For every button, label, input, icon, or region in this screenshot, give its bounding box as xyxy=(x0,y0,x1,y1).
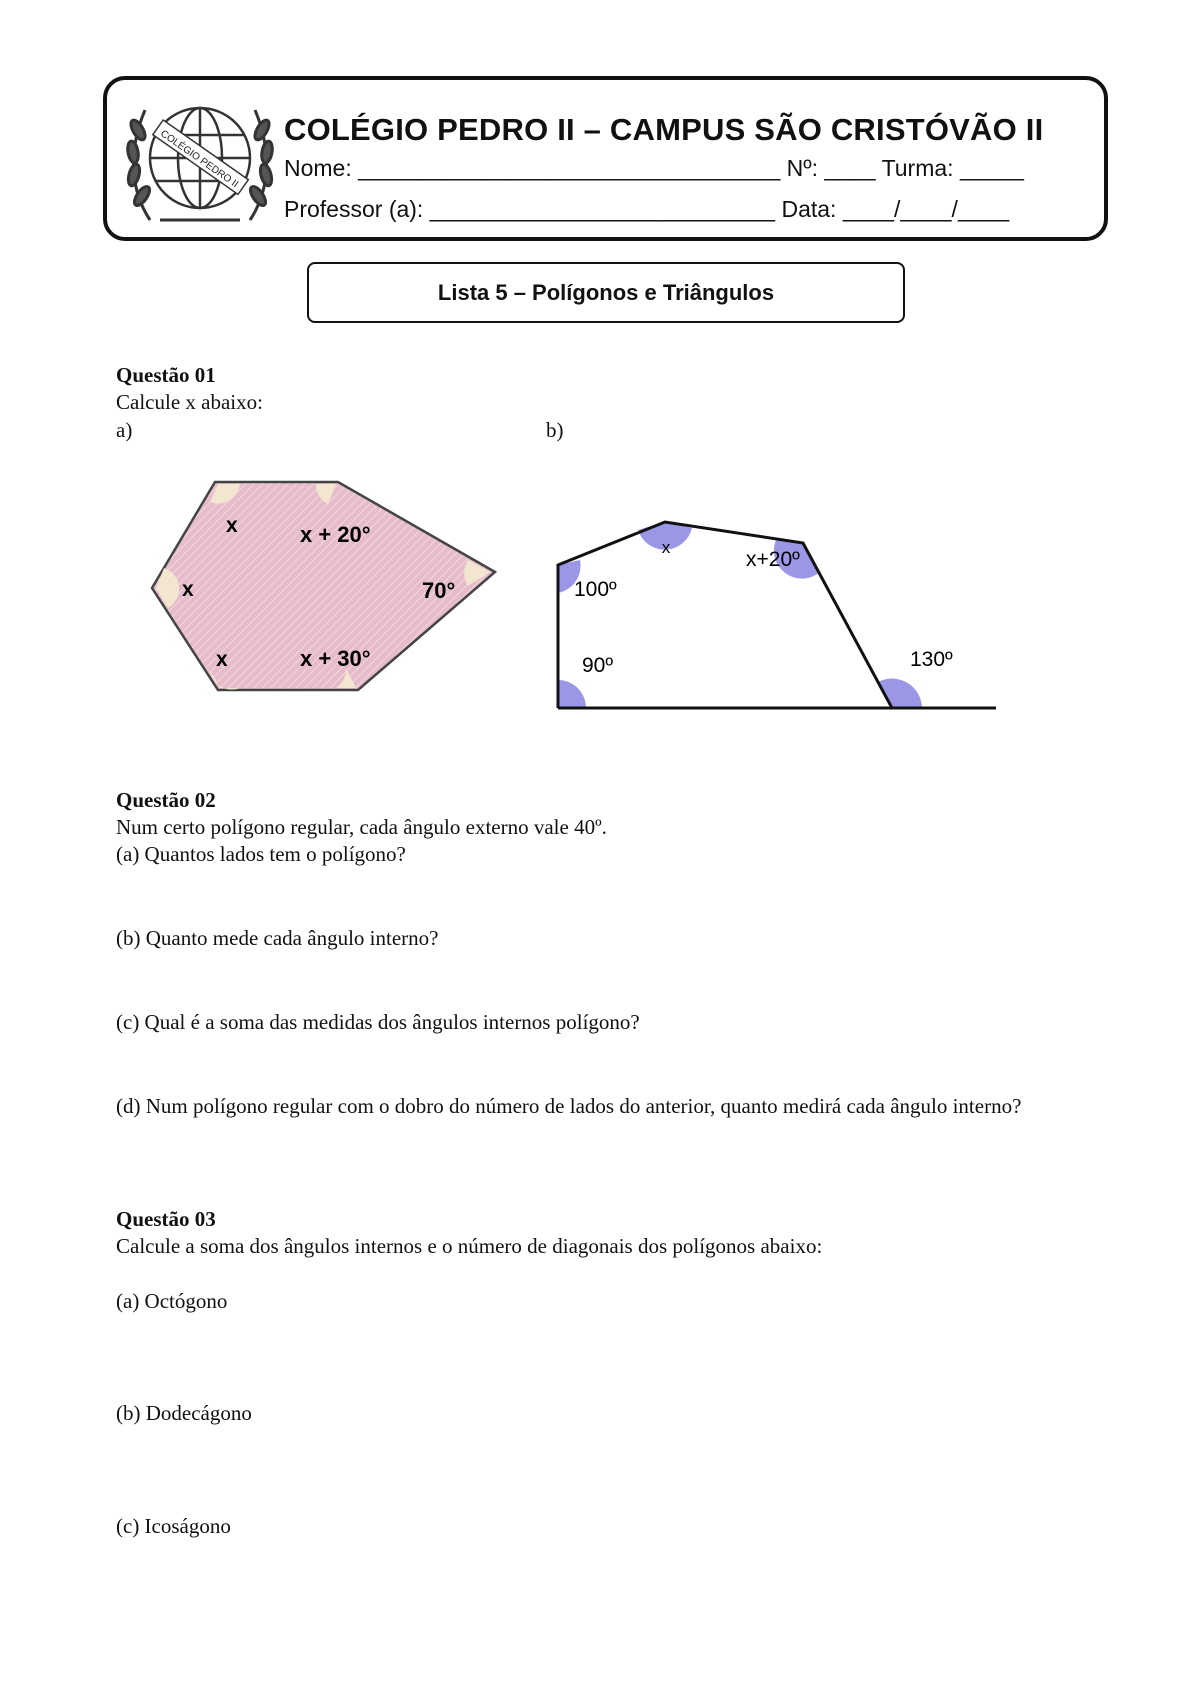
angle-label-x-plus-20: x+20º xyxy=(746,548,800,571)
angle-label-top-right: x + 20° xyxy=(300,522,371,547)
q2-item-c: (c) Qual é a soma das medidas dos ângulos internos polígono? xyxy=(116,1010,640,1034)
angle-label-bottom-left: x xyxy=(216,648,228,671)
angle-label-top-left: x xyxy=(226,514,238,537)
q2-statement: Num certo polígono regular, cada ângulo externo vale 40º. xyxy=(116,815,607,839)
q2-item-a: (a) Quantos lados tem o polígono? xyxy=(116,842,406,866)
angle-label-130: 130º xyxy=(910,648,953,671)
angle-label-90: 90º xyxy=(582,654,614,677)
q2-title: Questão 02 xyxy=(116,788,216,812)
school-title: COLÉGIO PEDRO II – CAMPUS SÃO CRISTÓVÃO II xyxy=(284,112,1044,147)
q3-item-a: (a) Octógono xyxy=(116,1289,228,1313)
school-logo xyxy=(120,90,280,230)
list-title: Lista 5 – Polígonos e Triângulos xyxy=(307,262,905,323)
q1-prompt: Calcule x abaixo: xyxy=(116,390,263,414)
q1-title: Questão 01 xyxy=(116,363,216,387)
q3-item-b: (b) Dodecágono xyxy=(116,1401,252,1425)
logo-text: COLÉGIO PEDRO II xyxy=(158,128,241,191)
teacher-date-line: Professor (a): ___________________________ Data: ____/____/____ xyxy=(284,196,1010,222)
name-line: Nome: _________________________________ Nº: ____ Turma: _____ xyxy=(284,155,1024,181)
angle-label-x: x xyxy=(661,538,671,557)
q2-item-b: (b) Quanto mede cada ângulo interno? xyxy=(116,926,439,950)
angle-label-bottom-right: x + 30° xyxy=(300,646,371,671)
angle-label-100: 100º xyxy=(574,578,617,601)
q1-label-b: b) xyxy=(546,418,564,442)
q3-statement: Calcule a soma dos ângulos internos e o número de diagonais dos polígonos abaixo: xyxy=(116,1234,823,1258)
angle-label-right: 70° xyxy=(422,578,456,603)
figure-b-polygon xyxy=(550,510,1010,715)
q3-title: Questão 03 xyxy=(116,1207,216,1231)
angle-label-left: x xyxy=(182,578,194,601)
figure-a-polygon xyxy=(140,470,510,720)
q3-item-c: (c) Icoságono xyxy=(116,1514,231,1538)
q1-label-a: a) xyxy=(116,418,133,442)
q2-item-d: (d) Num polígono regular com o dobro do número de lados do anterior, quanto medirá cada ângulo interno? xyxy=(116,1094,1022,1118)
